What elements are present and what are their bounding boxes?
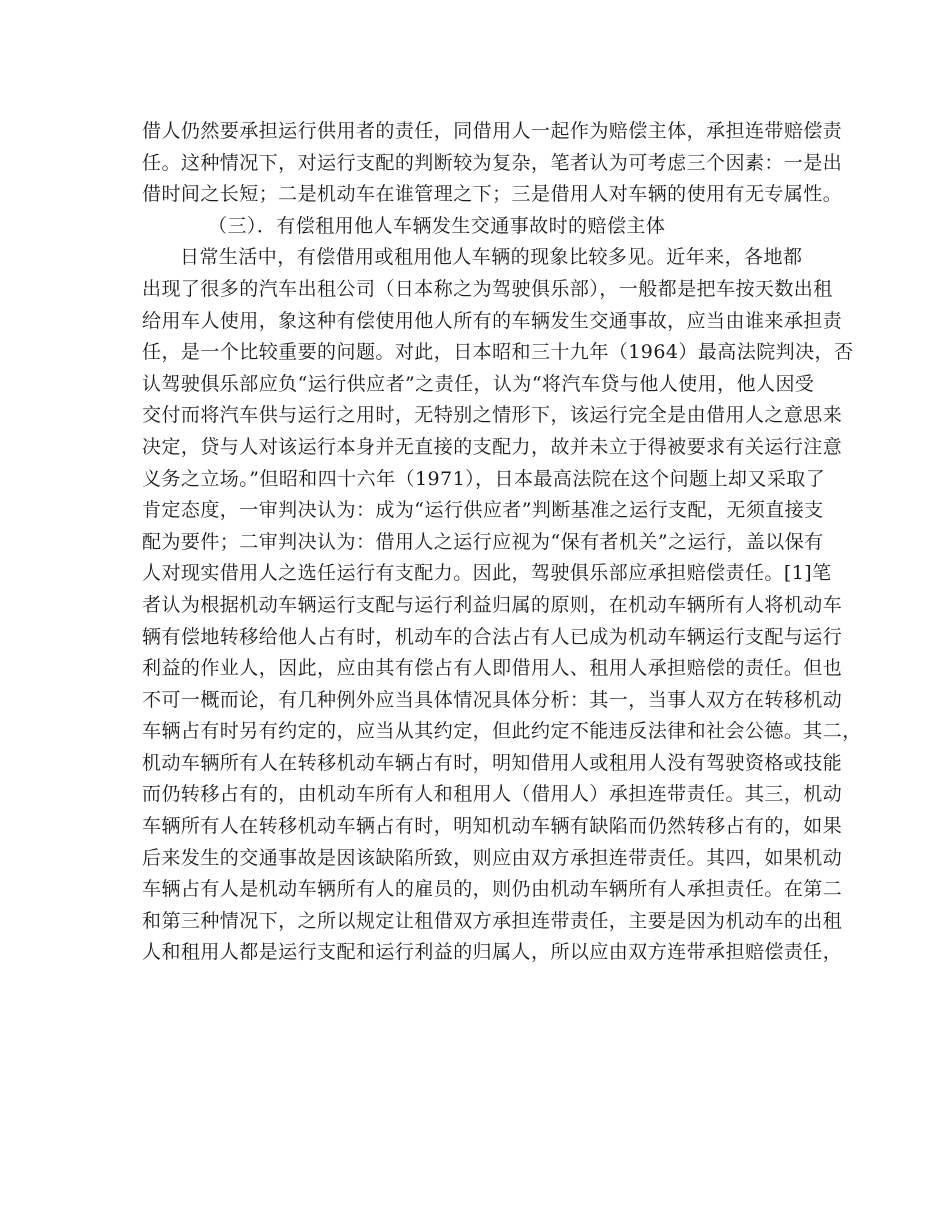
paragraph-line: 任，是一个比较重要的问题。对此，日本昭和三十九年（1964）最高法院判决，否 [142,341,854,364]
paragraph-line: 出现了很多的汽车出租公司（日本称之为驾驶俱乐部），一般都是把车按天数出租 [142,277,833,300]
paragraph-line: 借时间之长短；二是机动车在谁管理之下；三是借用人对车辆的使用有无专属性。 [142,183,843,206]
paragraph-line: 义务之立场。”但昭和四十六年（1971），日本最高法院在这个问题上却又采取了 [142,467,826,490]
paragraph-line: 机动车辆所有人在转移机动车辆占有时，明知借用人或租用人没有驾驶资格或技能 [142,751,843,774]
paragraph-line: 给用车人使用，象这种有偿使用他人所有的车辆发生交通事故，应当由谁来承担责 [142,309,843,332]
paragraph-line: 辆有偿地转移给他人占有时，机动车的合法占有人已成为机动车辆运行支配与运行 [142,625,843,648]
paragraph-line: 车辆所有人在转移机动车辆占有时，明知机动车辆有缺陷而仍然转移占有的，如果 [142,815,843,838]
paragraph-first-line: 日常生活中，有偿借用或租用他人车辆的现象比较多见。近年来，各地都 [180,246,803,269]
paragraph-line: 和第三种情况下，之所以规定让租借双方承担连带责任，主要是因为机动车的出租 [142,909,843,932]
paragraph-line: 后来发生的交通事故是因该缺陷所致，则应由双方承担连带责任。其四，如果机动 [142,846,843,869]
paragraph-line: 而仍转移占有的，由机动车所有人和租用人（借用人）承担连带责任。其三，机动 [142,783,843,806]
paragraph-line: 决定，贷与人对该运行本身并无直接的支配力，故并未立于得被要求有关运行注意 [142,435,843,458]
paragraph-line: 肯定态度，一审判决认为：成为“运行供应者”判断基准之运行支配，无须直接支 [142,499,824,522]
paragraph-line: 利益的作业人，因此，应由其有偿占有人即借用人、租用人承担赔偿的责任。但也 [142,657,843,680]
paragraph-line: 配为要件；二审判决认为：借用人之运行应视为“保有者机关”之运行，盖以保有 [142,530,824,553]
paragraph-line: 人对现实借用人之选任运行有支配力。因此，驾驶俱乐部应承担赔偿责任。[1]笔 [142,562,832,585]
paragraph-line: 认驾驶俱乐部应负“运行供应者”之责任，认为“将汽车贷与他人使用，他人因受 [142,372,815,395]
section-heading: （三）．有偿租用他人车辆发生交通事故时的赔偿主体 [208,214,666,237]
body-text [142,116,862,969]
paragraph-line: 人和租用人都是运行支配和运行利益的归属人，所以应由双方连带承担赔偿责任， [142,941,843,964]
paragraph-line: 交付而将汽车供与运行之用时，无特别之情形下，该运行完全是由借用人之意思来 [142,404,843,427]
paragraph-line: 不可一概而论，有几种例外应当具体情况具体分析：其一，当事人双方在转移机动 [142,688,843,711]
paragraph-line: 车辆占有时另有约定的，应当从其约定，但此约定不能违反法律和社会公德。其二， [142,720,862,743]
paragraph-line: 车辆占有人是机动车辆所有人的雇员的，则仍由机动车辆所有人承担责任。在第二 [142,878,843,901]
paragraph-line: 者认为根据机动车辆运行支配与运行利益归属的原则，在机动车辆所有人将机动车 [142,593,843,616]
paragraph-line: 任。这种情况下，对运行支配的判断较为复杂，笔者认为可考虑三个因素：一是出 [142,151,843,174]
paragraph-line: 借人仍然要承担运行供用者的责任，同借用人一起作为赔偿主体，承担连带赔偿责 [142,120,843,142]
